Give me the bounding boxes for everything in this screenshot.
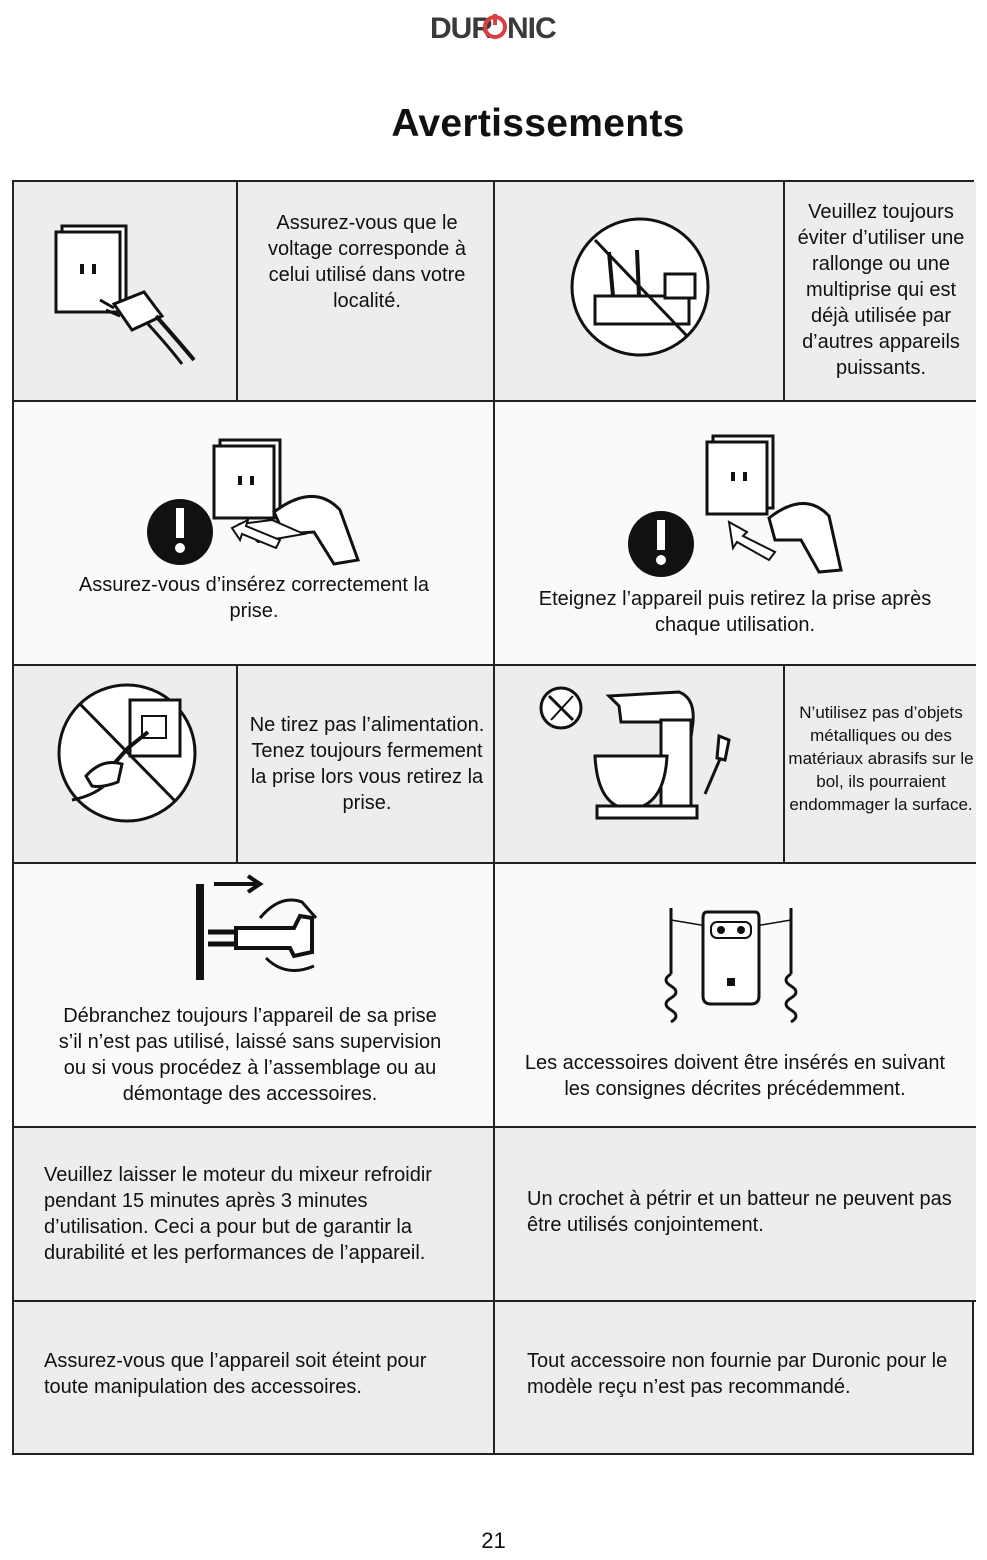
warning-cell-no-pull (14, 666, 495, 864)
warning-accessories-text: Les accessoires doivent être insérés en suivant les consignes décrites précédemment. (524, 1052, 946, 1100)
no-multiplug-icon (565, 212, 715, 362)
warning-switch-off-text: Eteignez l’appareil puis retirez la prise après chaque utilisation. (538, 588, 932, 636)
no-pull-cord-icon (52, 678, 202, 828)
plug-socket-icon (44, 212, 214, 372)
page-number: 21 (481, 1528, 506, 1553)
warning-third-party-text: Tout accessoire non fournie par Duronic pour le modèle reçu n’est pas recommandé. (527, 1350, 948, 1398)
duronic-logo (429, 8, 559, 44)
svg-text:DUR: DUR (429, 12, 492, 44)
warning-cell-cool-down (14, 1128, 495, 1302)
warning-no-metal-text: N’utilisez pas d’objets métalliques ou des matériaux abrasifs sur le bol, ils pourraient endommager la surface. (788, 702, 974, 814)
warning-cell-third-party (495, 1302, 972, 1453)
warning-cell-insert-plug (14, 402, 495, 666)
svg-text:NIC: NIC (506, 12, 556, 44)
warning-cell-switched-off (14, 1302, 495, 1453)
unplug-icon (190, 874, 320, 984)
remove-plug-icon (625, 432, 845, 582)
warning-cell-no-metal (495, 666, 976, 864)
warning-cool-down-text: Veuillez laisser le moteur du mixeur refroidir pendant 15 minutes après 3 minutes d’utilisation. Ceci a pour but de garantir la durabilité et les performances de l’appareil. (44, 1164, 432, 1264)
brand-logo (0, 8, 987, 49)
warning-cell-switch-off (495, 402, 976, 666)
warning-unplug-text: Débranchez toujours l’appareil de sa prise s’il n’est pas utilisé, laissé sans supervision ou si vous procédez à l’assemblage ou au démontage des accessoires. (58, 1005, 442, 1105)
warning-cell-voltage (14, 182, 495, 402)
warning-cell-extension (495, 182, 976, 402)
warning-cell-unplug (14, 864, 495, 1128)
warning-cell-hook-beater (495, 1128, 976, 1302)
warning-hook-beater-text: Un crochet à pétrir et un batteur ne peuvent pas être utilisés conjointement. (527, 1188, 952, 1236)
warning-switched-off-text: Assurez-vous que l’appareil soit éteint pour toute manipulation des accessoires. (44, 1350, 427, 1398)
warning-extension-text: Veuillez toujours éviter d’utiliser une rallonge ou une multiprise qui est déjà utilisée par d’autres appareils puissants. (797, 201, 965, 379)
warnings-table (12, 180, 974, 1455)
stand-mixer-icon (539, 682, 749, 832)
hand-mixer-accessories-icon (651, 904, 811, 1034)
warning-no-pull-text: Ne tirez pas l’alimentation. Tenez toujours fermement la prise lors vous retirez la prise. (249, 714, 485, 814)
page-title: Avertissements (391, 102, 685, 145)
warning-voltage-text: Assurez-vous que le voltage corresponde à celui utilisé dans votre localité. (268, 212, 466, 312)
insert-plug-icon (144, 432, 364, 572)
warning-insert-plug-text: Assurez-vous d’insérez correctement la prise. (78, 574, 430, 622)
warning-cell-accessories (495, 864, 976, 1128)
